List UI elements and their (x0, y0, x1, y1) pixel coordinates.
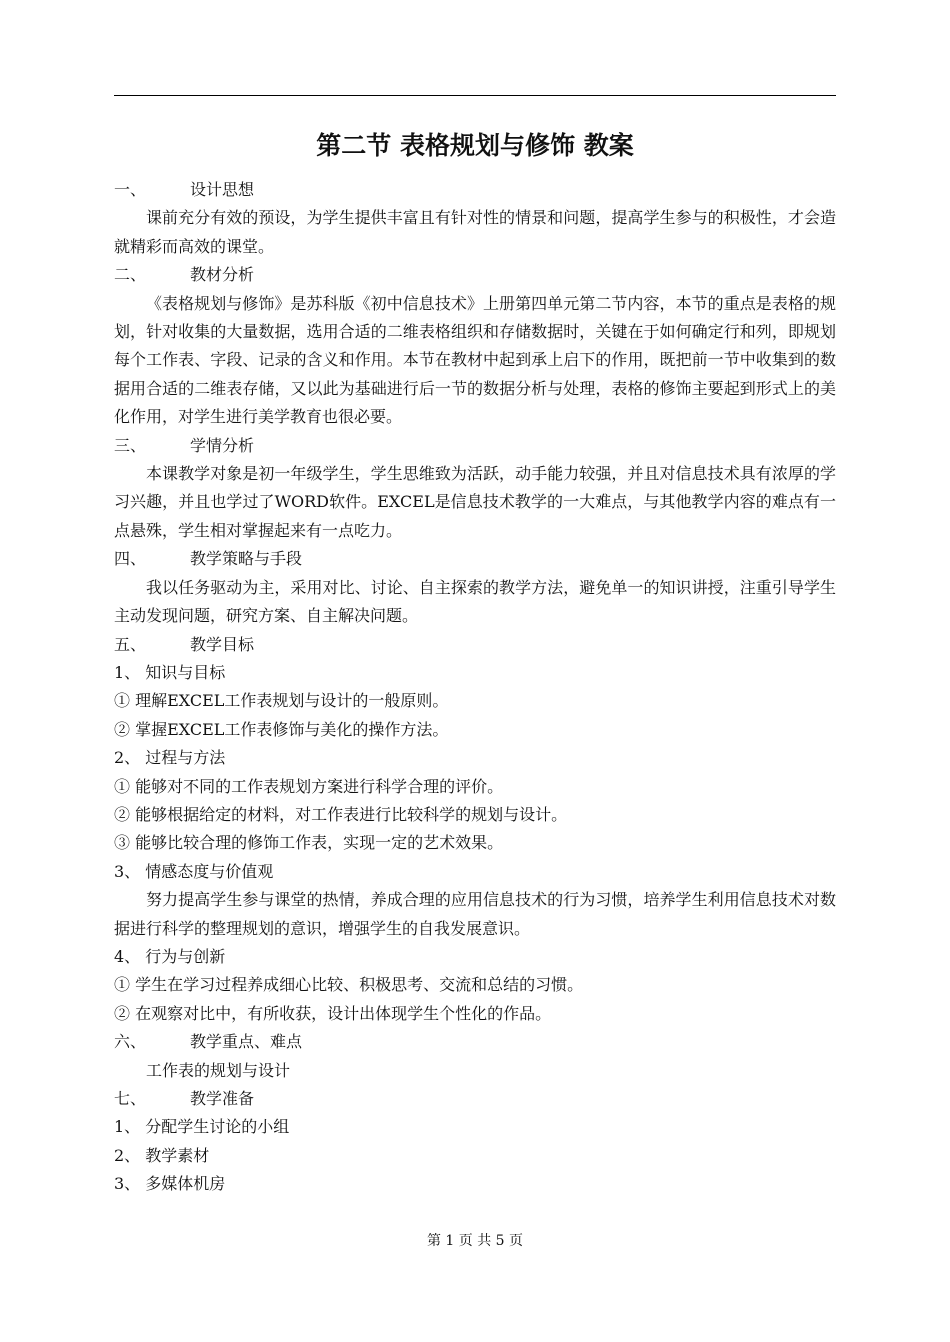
document-body (114, 176, 836, 1199)
list-item: ② 能够根据给定的材料，对工作表进行比较科学的规划与设计。 (114, 804, 568, 824)
section-heading-5: 五、 教学目标 (114, 634, 255, 654)
subheading-behavior: 4、 行为与创新 (114, 946, 226, 966)
section-paragraph-1: 课前充分有效的预设，为学生提供丰富且有针对性的情景和问题，提高学生参与的积极性，才会造就精彩而高效的课堂。 (114, 208, 836, 256)
list-item: ② 在观察对比中，有所收获，设计出体现学生个性化的作品。 (114, 1003, 552, 1023)
header-rule (114, 95, 836, 96)
list-item: ① 理解EXCEL工作表规划与设计的一般原则。 (114, 691, 449, 711)
section-heading-3: 三、 学情分析 (114, 435, 255, 455)
list-item: 2、 教学素材 (114, 1145, 210, 1165)
subheading-attitude: 3、 情感态度与价值观 (114, 861, 274, 881)
section-heading-2: 二、 教材分析 (114, 265, 255, 285)
subheading-process: 2、 过程与方法 (114, 748, 226, 768)
page-title: 第二节 表格规划与修饰 教案 (316, 131, 634, 160)
section-paragraph-2: 《表格规划与修饰》是苏科版《初中信息技术》上册第四单元第二节内容，本节的重点是表格的规划，针对收集的大量数据，选用合适的二维表格组织和存储数据时，关键在于如何确定行和列，即规划每个工作表、字段、记录的含义和作用。本节在教材中起到承上启下的作用，既把前一节中收集到的数据用合适的二维表存储，又以此为基础进行后一节的数据分析与处理，表格的修饰主要起到形式上的美化作用，对学生进行美学教育也很必要。 (114, 293, 836, 427)
section-paragraph-4: 我以任务驱动为主，采用对比、讨论、自主探索的教学方法，避免单一的知识讲授，注重引导学生主动发现问题，研究方案、自主解决问题。 (114, 577, 836, 626)
attitude-paragraph: 努力提高学生参与课堂的热情，养成合理的应用信息技术的行为习惯，培养学生利用信息技术对数据进行科学的整理规划的意识，增强学生的自我发展意识。 (114, 890, 836, 938)
section-heading-7: 七、 教学准备 (114, 1089, 255, 1108)
section-heading-1: 一、 设计思想 (114, 180, 255, 199)
list-item: ③ 能够比较合理的修饰工作表，实现一定的艺术效果。 (114, 833, 504, 853)
page-number: 第 1 页 共 5 页 (426, 1233, 524, 1249)
section-heading-4: 四、 教学策略与手段 (114, 549, 303, 569)
section-paragraph-6: 工作表的规划与设计 (146, 1060, 291, 1080)
subheading-knowledge: 1、 知识与目标 (114, 662, 226, 682)
list-item: ② 掌握EXCEL工作表修饰与美化的操作方法。 (114, 719, 449, 739)
list-item: ① 学生在学习过程养成细心比较、积极思考、交流和总结的习惯。 (114, 975, 584, 995)
section-paragraph-3: 本课教学对象是初一年级学生，学生思维致为活跃，动手能力较强，并且对信息技术具有浓厚的学习兴趣，并且也学过了WORD软件。EXCEL是信息技术教学的一大难点，与其他教学内容的难点有一点悬殊，学生相对掌握起来有一点吃力。 (114, 464, 836, 540)
list-item: ① 能够对不同的工作表规划方案进行科学合理的评价。 (114, 776, 504, 796)
section-heading-6: 六、 教学重点、难点 (114, 1032, 303, 1052)
list-item: 1、 分配学生讨论的小组 (114, 1117, 290, 1137)
list-item: 3、 多媒体机房 (114, 1174, 226, 1194)
